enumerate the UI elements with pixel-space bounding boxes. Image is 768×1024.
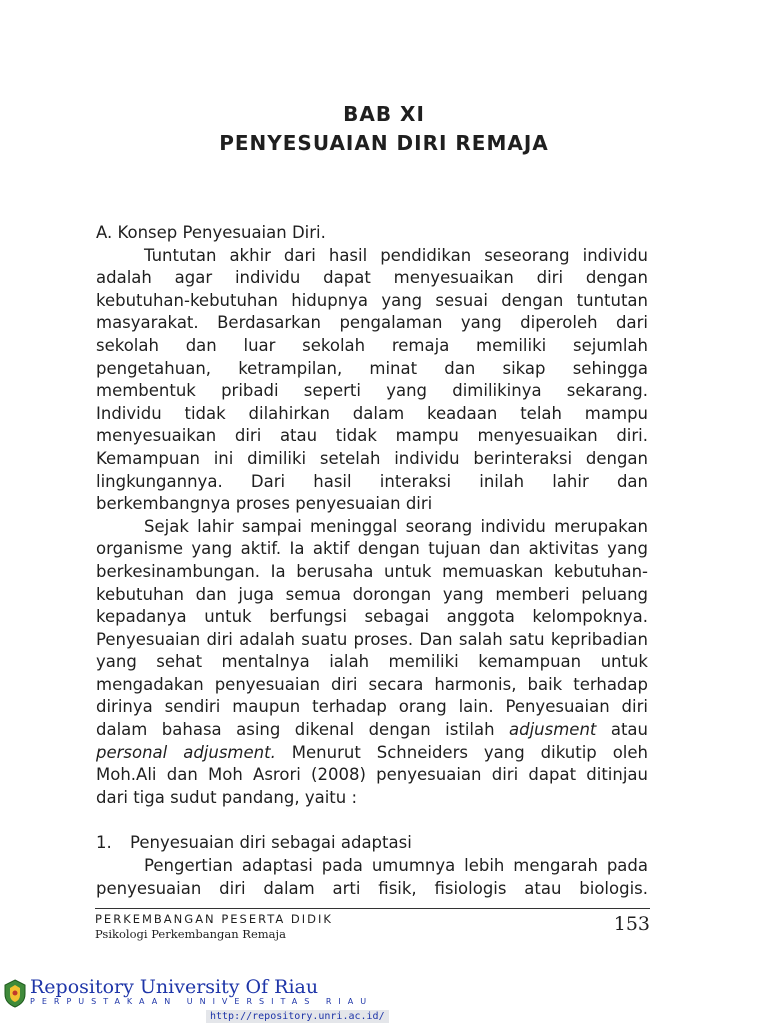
- subsection-number: 1.: [96, 833, 112, 853]
- paragraph-line: [96, 742, 648, 765]
- subsection-title: Penyesuaian diri sebagai adaptasi: [130, 833, 412, 853]
- paragraph-line: lingkungannya. Dari hasil interaksi inilah lahir dan: [96, 471, 648, 491]
- footer-book-title: PERKEMBANGAN PESERTA DIDIK: [95, 912, 333, 926]
- section-heading: A. Konsep Penyesuaian Diri.: [96, 223, 326, 242]
- subsection-heading: [96, 832, 648, 855]
- paragraph-line: kebutuhan-kebutuhan hidupnya yang sesuai dengan tuntutan: [96, 290, 648, 310]
- page-number: 153: [613, 913, 650, 935]
- paragraph-line: yang sehat mentalnya ialah memiliki kemampuan untuk: [96, 652, 648, 672]
- line-text: atau: [596, 720, 648, 740]
- paragraph-line: Penyesuaian diri adalah suatu proses. Dan salah satu kepribadian: [96, 629, 648, 649]
- paragraph-line: pengetahuan, ketrampilan, minat dan sikap sehingga: [96, 358, 648, 378]
- paragraph-line: penyesuaian diri dalam arti fisik, fisiologis atau biologis.: [96, 878, 648, 898]
- paragraph-line: sekolah dan luar sekolah remaja memiliki sejumlah: [96, 335, 648, 355]
- term-personal-adjusment: personal adjusment.: [96, 742, 276, 762]
- paragraph-line: Individu tidak dilahirkan dalam keadaan telah mampu: [96, 403, 648, 423]
- paragraph-line: organisme yang aktif. Ia aktif dengan tujuan dan aktivitas yang: [96, 539, 648, 559]
- footer-divider: [95, 908, 650, 909]
- body-text: [96, 222, 648, 900]
- chapter-number: BAB XI: [343, 102, 425, 126]
- paragraph-line: dirinya sendiri maupun terhadap orang lain. Penyesuaian diri: [96, 697, 648, 717]
- paragraph-line: mengadakan penyesuaian diri secara harmonis, baik terhadap: [96, 674, 648, 694]
- chapter-name: PENYESUAIAN DIRI REMAJA: [219, 131, 549, 155]
- paragraph-line: adalah agar individu dapat menyesuaikan diri dengan: [96, 268, 648, 288]
- paragraph-line: Sejak lahir sampai meninggal seorang individu merupakan: [144, 516, 648, 536]
- paragraph-line: Moh.Ali dan Moh Asrori (2008) penyesuaian diri dapat ditinjau: [96, 765, 648, 785]
- repository-subtitle: PERPUSTAKAAN UNIVERSITAS RIAU: [30, 997, 374, 1006]
- paragraph-line: kepadanya untuk berfungsi sebagai anggota kelompoknya.: [96, 607, 648, 627]
- paragraph-line: membentuk pribadi seperti yang dimilikinya sekarang.: [96, 381, 648, 401]
- paragraph-line: kebutuhan dan juga semua dorongan yang memberi peluang: [96, 584, 648, 604]
- paragraph-line: berkembangnya proses penyesuaian diri: [96, 494, 433, 514]
- paragraph-line: berkesinambungan. Ia berusaha untuk memuaskan kebutuhan-: [96, 561, 648, 581]
- repository-name: Repository University Of Riau: [30, 976, 319, 998]
- paragraph-line: menyesuaikan diri atau tidak mampu menyesuaikan diri.: [96, 426, 648, 446]
- paragraph-line: Tuntutan akhir dari hasil pendidikan seseorang individu: [144, 245, 648, 265]
- term-adjusment: adjusment: [509, 720, 597, 740]
- line-text: Menurut Schneiders yang dikutip oleh: [275, 742, 648, 762]
- line-text: dalam bahasa asing dikenal dengan istilah: [96, 720, 510, 740]
- paragraph-line: dari tiga sudut pandang, yaitu :: [96, 787, 358, 807]
- footer-subtitle: Psikologi Perkembangan Remaja: [95, 927, 286, 941]
- university-emblem-icon: [3, 978, 27, 1008]
- paragraph-line: Kemampuan ini dimiliki setelah individu berinteraksi dengan: [96, 448, 648, 468]
- chapter-title: [0, 100, 768, 158]
- paragraph-line: masyarakat. Berdasarkan pengalaman yang diperoleh dari: [96, 313, 648, 333]
- paragraph-line: Pengertian adaptasi pada umumnya lebih mengarah pada: [144, 856, 648, 876]
- paragraph-line: [96, 719, 648, 742]
- repository-url-link[interactable]: http://repository.unri.ac.id/: [206, 1010, 389, 1023]
